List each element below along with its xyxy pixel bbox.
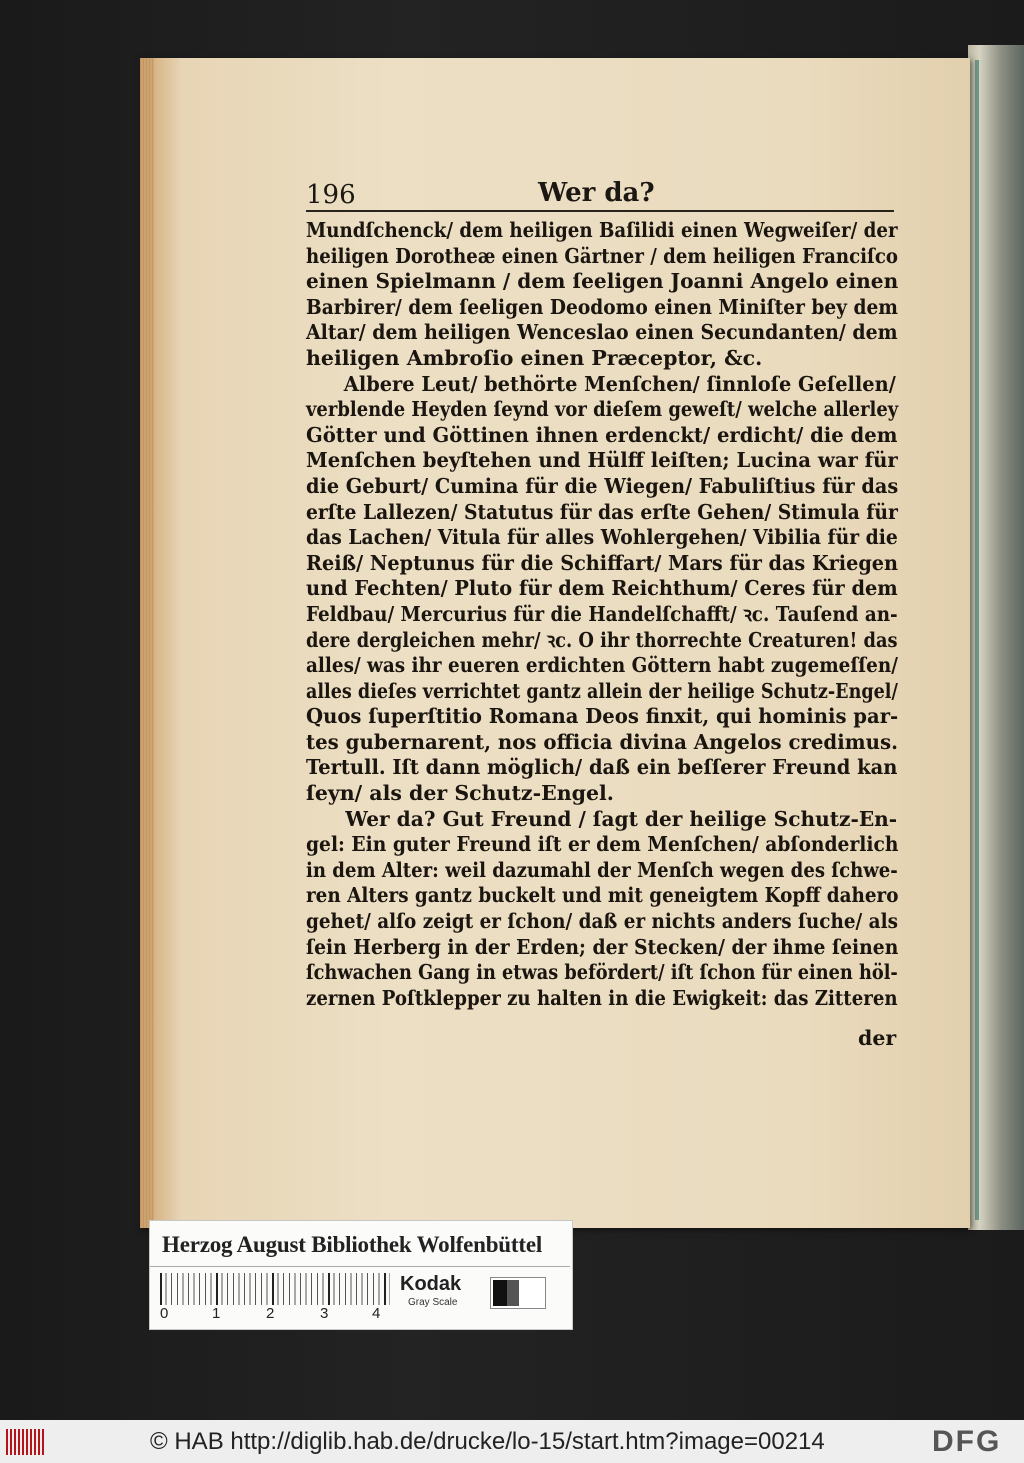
text-line: in dem Alter: weil dazumahl der Menſch wegen des ſchwe- bbox=[306, 857, 898, 882]
text-line: ſeyn/ als der Schutz-Engel. bbox=[306, 781, 614, 806]
page-text bbox=[306, 218, 898, 1011]
text-line: die Geburt/ Cumina für die Wiegen/ Fabuliſtius für das bbox=[306, 473, 899, 498]
footer-bar bbox=[0, 1420, 1024, 1463]
text-line: dere dergleichen mehr/ ꝛc. O ihr thorrechte Creaturen! das bbox=[306, 627, 898, 652]
measurement-ruler bbox=[160, 1273, 390, 1305]
kodak-logo: Kodak bbox=[400, 1273, 462, 1295]
text-line: alles/ was ihr eueren erdichten Göttern habt zugemeſſen/ bbox=[306, 653, 898, 678]
text-line: zernen Poſtklepper zu halten in die Ewigkeit: das Zitteren bbox=[306, 985, 898, 1010]
ruler-number: 0 bbox=[160, 1305, 169, 1322]
text-line: Quos ſuperſtitio Romana Deos finxit, qui hominis par- bbox=[306, 704, 899, 729]
library-color-card bbox=[149, 1220, 573, 1330]
ruler-number: 4 bbox=[372, 1305, 381, 1322]
library-name: Herzog August Bibliothek Wolfenbüttel bbox=[162, 1232, 543, 1257]
text-line: heiligen Ambroſio einen Præceptor, &c. bbox=[306, 345, 763, 370]
text-line: Mundſchenck/ dem heiligen Baſilidi einen Wegweiſer/ der bbox=[306, 218, 898, 242]
text-line: gel: Ein guter Freund iſt er dem Menſchen/ abſonderlich bbox=[306, 832, 899, 857]
text-line: tes gubernarent, nos officia divina Angelos credimus. bbox=[306, 729, 898, 754]
footer-url[interactable]: © HAB http://diglib.hab.de/drucke/lo-15/start.htm?image=00214 bbox=[150, 1428, 825, 1455]
page-edge bbox=[140, 58, 154, 1228]
hab-logo-icon bbox=[6, 1429, 46, 1455]
text-line: Wer da? Gut Freund / ſagt der heilige Schutz-En- bbox=[345, 806, 898, 831]
text-line: ſchwachen Gang in etwas befördert/ iſt ſchon für einen höl- bbox=[306, 960, 898, 985]
running-head: Wer da? bbox=[538, 178, 655, 208]
text-line: erſte Lallezen/ Statutus für das erſte Gehen/ Stimula für bbox=[306, 499, 898, 524]
ruler-number: 3 bbox=[320, 1305, 329, 1322]
text-line: einen Spielmann / dem ſeeligen Joanni Angelo einen bbox=[306, 269, 899, 294]
text-line: gehet/ alſo zeigt er ſchon/ daß er nichts anders ſuche/ als bbox=[306, 909, 898, 934]
book-edge-line bbox=[975, 60, 979, 1220]
header-rule bbox=[306, 210, 894, 212]
gray-swatch bbox=[490, 1277, 546, 1309]
swatch-dark bbox=[507, 1280, 519, 1306]
text-line: das Lachen/ Vitula für alles Wohlergehen/ Vibilia für die bbox=[306, 525, 898, 550]
text-line: und Fechten/ Pluto für dem Reichthum/ Ceres für dem bbox=[306, 576, 898, 601]
text-line: verblende Heyden ſeynd vor dieſem geweſt/ welche allerley bbox=[306, 397, 899, 422]
page-header bbox=[306, 178, 896, 214]
page-number: 196 bbox=[306, 180, 356, 210]
text-line: Menſchen beyſtehen und Hülff leiſten; Lucina war für bbox=[306, 448, 898, 473]
ruler-number: 2 bbox=[266, 1305, 275, 1322]
text-line: Feldbau/ Mercurius für die Handelſchafft/ ꝛc. Tauſend an- bbox=[306, 601, 898, 626]
text-line: heiligen Dorotheæ einen Gärtner / dem heiligen Franciſco bbox=[306, 243, 899, 268]
text-line: Tertull. Iſt dann möglich/ daß ein beſſerer Freund kan bbox=[306, 755, 898, 780]
text-line: Barbirer/ dem ſeeligen Deodomo einen Miniſter bey dem bbox=[306, 294, 898, 319]
text-line: ſein Herberg in der Erden; der Stecken/ der ihme ſeinen bbox=[306, 934, 899, 959]
dfg-logo: DFG bbox=[932, 1425, 1002, 1458]
text-line: alles dieſes verrichtet gantz allein der heilige Schutz-Engel/ bbox=[306, 678, 898, 703]
text-line: Götter und Göttinen ihnen erdenckt/ erdicht/ die dem bbox=[306, 422, 898, 447]
card-divider bbox=[150, 1266, 570, 1267]
text-line: Reiß/ Neptunus für die Schiffart/ Mars für das Kriegen bbox=[306, 550, 899, 575]
text-line: Altar/ dem heiligen Wenceslao einen Secundanten/ dem bbox=[306, 320, 898, 345]
ruler-numbers bbox=[150, 1305, 400, 1325]
swatch-black bbox=[493, 1280, 507, 1306]
grayscale-label: Gray Scale bbox=[408, 1297, 458, 1308]
text-line: Albere Leut/ bethörte Menſchen/ ſinnloſe Geſellen/ bbox=[343, 371, 896, 396]
catchword: der bbox=[858, 1026, 897, 1050]
ruler-number: 1 bbox=[212, 1305, 221, 1322]
text-line: ren Alters gantz buckelt und mit geneigtem Kopff dahero bbox=[306, 883, 899, 908]
